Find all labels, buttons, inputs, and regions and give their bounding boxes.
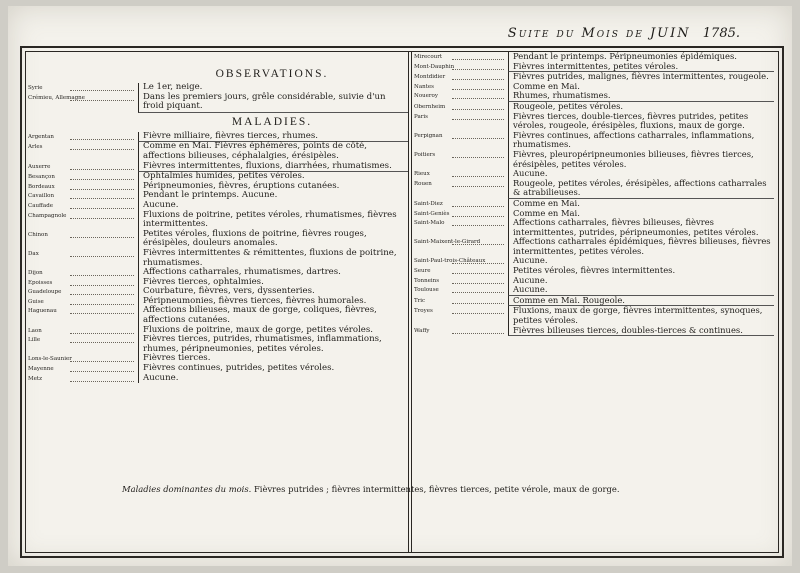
- place-name: Arles: [26, 142, 138, 151]
- entry-row: [26, 335, 408, 354]
- place-name: Guadeloupe: [26, 287, 138, 296]
- disease-description: Fièvres continues, putrides, petites véroles.: [138, 364, 408, 374]
- place-name: Obernheim: [412, 102, 508, 111]
- page-sheet: [8, 6, 792, 566]
- place-name: Perpignan: [412, 131, 508, 140]
- entry-row: [412, 72, 774, 82]
- place-name: Tonneins: [412, 276, 508, 285]
- place-name: Laon: [26, 326, 138, 335]
- disease-description: Rougeole, petites véroles.: [508, 102, 774, 112]
- disease-description: Péripneumonies, fièvres tierces, fièvres humorales.: [138, 297, 408, 307]
- place-name: Crémieu, Allemagne: [26, 93, 138, 102]
- place-name: Besançon: [26, 172, 138, 181]
- entry-row: [412, 150, 774, 169]
- disease-description: Dans les premiers jours, grêle considérable, suivie d'un froid piquant.: [138, 93, 408, 113]
- dominant-diseases-note: [122, 484, 772, 494]
- entry-row: [412, 112, 774, 131]
- disease-description: Petites véroles, fluxions de poitrine, fièvres rouges, érésipèles, douleurs anomales.: [138, 230, 408, 249]
- disease-description: Fièvres, pleuropéripneumonies bilieuses, fièvres tierces, érésipèles, petites véroles.: [508, 150, 774, 169]
- place-name: Montdidier: [412, 72, 508, 81]
- place-name: Lille: [26, 335, 138, 344]
- entry-row: [26, 142, 408, 161]
- place-name: Poitiers: [412, 150, 508, 159]
- place-name: Saint-Maixent-le-Girard: [412, 237, 508, 246]
- place-name: Chinon: [26, 230, 138, 239]
- place-name: Nantes: [412, 82, 508, 91]
- disease-description: Comme en Mai.: [508, 199, 774, 209]
- place-name: Metz: [26, 374, 138, 383]
- place-name: Troyes: [412, 306, 508, 315]
- place-name: Noueroy: [412, 91, 508, 100]
- place-name: Paris: [412, 112, 508, 121]
- entry-row: [412, 266, 774, 276]
- disease-description: Petites véroles, fièvres intermittentes.: [508, 266, 774, 276]
- disease-description: Fièvres intermittentes, fluxions, diarrhées, rhumatismes.: [138, 162, 408, 173]
- entry-row: [26, 191, 408, 201]
- place-name: Saint-Malo: [412, 218, 508, 227]
- place-name: Lons-le-Saunier: [26, 354, 138, 363]
- place-name: Mayenne: [26, 364, 138, 373]
- place-name: Epoisses: [26, 278, 138, 287]
- place-name: Saint-Diez: [412, 199, 508, 208]
- disease-description: Le 1er, neige.: [138, 83, 408, 93]
- disease-description: Péripneumonies, fièvres, éruptions cutanées.: [138, 182, 408, 192]
- entry-row: [412, 306, 774, 325]
- place-name: Toulouse: [412, 285, 508, 294]
- entry-row: [26, 249, 408, 268]
- disease-description: Pendant le printemps. Péripneumonies épidémiques.: [508, 52, 774, 62]
- left-maladies-list: [26, 132, 408, 383]
- disease-description: Affections catharrales épidémiques, fièvres bilieuses, fièvres intermittentes, petites véroles.: [508, 237, 774, 256]
- disease-description: Comme en Mai. Fièvres éphémères, points de côté, affections bilieuses, céphalalgies, érésipèles.: [138, 142, 408, 161]
- entry-row: [26, 93, 408, 113]
- left-column: [26, 52, 408, 552]
- place-name: Seure: [412, 266, 508, 275]
- entry-row: [26, 374, 408, 384]
- right-maladies-list: [412, 52, 774, 336]
- place-name: Argentan: [26, 132, 138, 141]
- disease-description: Fluxions de poitrine, maux de gorge, petites véroles.: [138, 326, 408, 336]
- disease-description: Aucune.: [508, 285, 774, 296]
- entry-row: [26, 364, 408, 374]
- disease-description: Fluxions, maux de gorge, fièvres intermittentes, synoques, petites véroles.: [508, 306, 774, 325]
- disease-description: Affections catharrales, rhumatismes, dartres.: [138, 268, 408, 278]
- place-name: Dax: [26, 249, 138, 258]
- place-name: Saint-Geniès: [412, 209, 508, 218]
- place-name: Dijon: [26, 268, 138, 277]
- dominant-diseases-label: Maladies dominantes du mois.: [122, 484, 252, 494]
- entry-row: [26, 230, 408, 249]
- disease-description: Fièvres putrides, malignes, fièvres intermittentes, rougeole.: [508, 72, 774, 82]
- place-name: Mirecourt: [412, 52, 508, 61]
- disease-description: Aucune.: [508, 169, 774, 179]
- disease-description: Fièvres tierces, double-tierces, fièvres putrides, petites véroles, rougeole, érésipèles, fluxions, maux de gorge.: [508, 112, 774, 131]
- entry-row: [412, 199, 774, 209]
- disease-description: Affections bilieuses, maux de gorge, coliques, fièvres, affections cutanées.: [138, 306, 408, 325]
- entry-row: [412, 218, 774, 237]
- disease-description: Rhumes, rhumatismes.: [508, 91, 774, 102]
- page-header: [8, 26, 792, 46]
- place-name: Guise: [26, 297, 138, 306]
- entry-row: [412, 131, 774, 150]
- maladies-title: MALADIES.: [231, 115, 313, 128]
- disease-description: Fièvres tierces.: [138, 354, 408, 364]
- disease-description: Fièvres intermittentes & rémittentes, fluxions de poitrine, rhumatismes.: [138, 249, 408, 268]
- place-name: Auxerre: [26, 162, 138, 171]
- place-name: Syrie: [26, 83, 138, 92]
- disease-description: Ophtalmies humides, petites véroles.: [138, 172, 408, 182]
- disease-description: Fièvres intermittentes, petites véroles.: [508, 62, 774, 73]
- disease-description: Fièvres tierces, putrides, rhumatismes, inflammations, rhumes, péripneumonies, petites véroles.: [138, 335, 408, 354]
- place-name: Rouen: [412, 179, 508, 188]
- place-name: Haguenau: [26, 306, 138, 315]
- place-name: Cavaillon: [26, 191, 138, 200]
- place-name: Saint-Paul-trois-Châteaux: [412, 256, 508, 265]
- place-name: Cauffade: [26, 201, 138, 210]
- right-column: [412, 52, 774, 552]
- place-name: Bordeaux: [26, 182, 138, 191]
- entry-row: [412, 237, 774, 256]
- disease-description: Fièvres tierces, ophtalmies.: [138, 278, 408, 288]
- disease-description: Aucune.: [138, 201, 408, 211]
- entry-row: [26, 211, 408, 230]
- disease-description: Fièvres bilieuses tierces, doubles-tierces & continues.: [508, 326, 774, 337]
- place-name: Rieux: [412, 169, 508, 178]
- place-name: Mont-Dauphin: [412, 62, 508, 71]
- disease-description: Affections catharrales, fièvres bilieuses, fièvres intermittentes, putrides, péripneumonies, petites véroles.: [508, 218, 774, 237]
- entry-row: [26, 306, 408, 325]
- entry-row: [412, 326, 774, 337]
- disease-description: Aucune.: [508, 256, 774, 266]
- disease-description: Fièvres continues, affections catharrales, inflammations, rhumatismes.: [508, 131, 774, 150]
- observations-list: [26, 83, 408, 113]
- disease-description: Fluxions de poitrine, petites véroles, rhumatismes, fièvres intermittentes.: [138, 211, 408, 230]
- place-name: Waffy: [412, 326, 508, 335]
- table-frame: [20, 46, 784, 558]
- header-year: 1785.: [702, 26, 740, 41]
- disease-description: Comme en Mai. Rougeole.: [508, 296, 774, 307]
- header-month: JUIN: [649, 26, 691, 41]
- observations-title: OBSERVATIONS.: [215, 68, 329, 80]
- disease-description: Comme en Mai.: [508, 209, 774, 219]
- disease-description: Aucune.: [508, 276, 774, 286]
- disease-description: Rougeole, petites véroles, érésipèles, affections catharrales & atrabilieuses.: [508, 179, 774, 199]
- place-name: Champagnole: [26, 211, 138, 220]
- header-prefix: Suite du Mois de: [507, 26, 644, 41]
- entry-row: [412, 179, 774, 199]
- place-name: Tric: [412, 296, 508, 305]
- disease-description: Fièvre milliaire, fièvres tierces, rhumes.: [138, 132, 408, 143]
- disease-description: Pendant le printemps. Aucune.: [138, 191, 408, 201]
- entry-row: [412, 276, 774, 286]
- dominant-diseases-text: Fièvres putrides ; fièvres intermittentes, fièvres tierces, petite vérole, maux de gorge.: [254, 484, 620, 494]
- disease-description: Courbature, fièvres, vers, dyssenteries.: [138, 287, 408, 297]
- disease-description: Comme en Mai.: [508, 82, 774, 92]
- disease-description: Aucune.: [138, 374, 408, 384]
